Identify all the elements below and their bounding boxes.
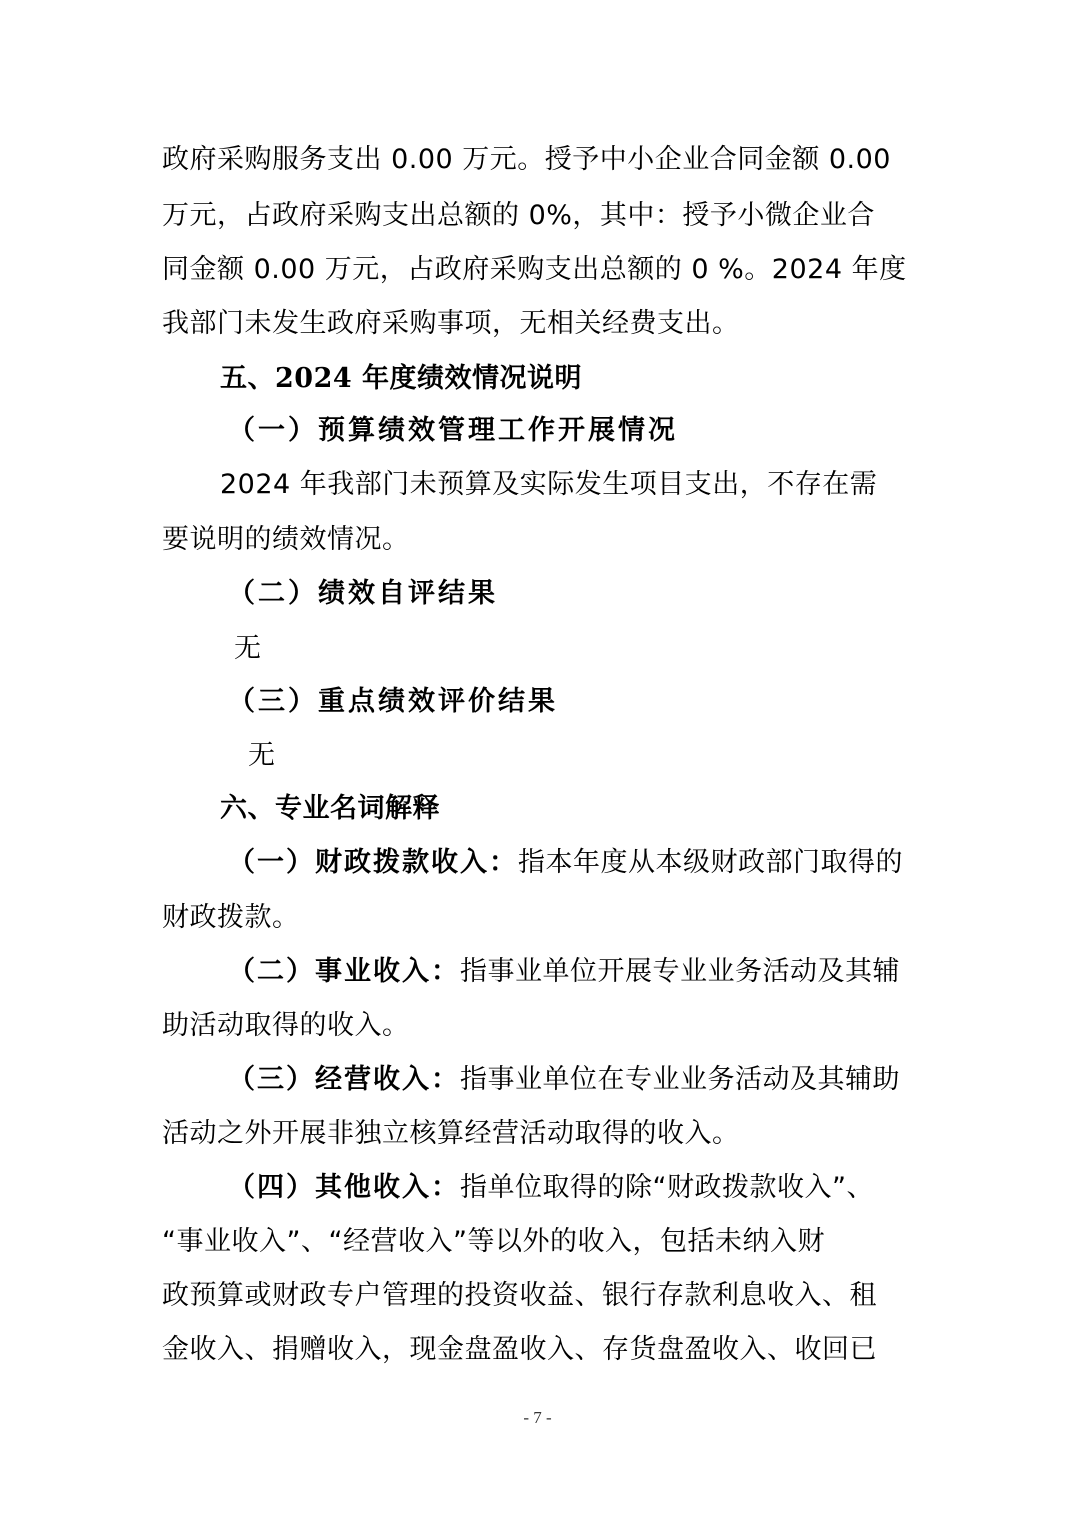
term-text: 指单位取得的除“财政拨款收入”、 xyxy=(460,1172,874,1203)
paragraph-line: 无 xyxy=(248,740,276,771)
term-paragraph-line xyxy=(228,954,900,990)
paragraph-line: 要说明的绩效情况。 xyxy=(162,524,410,555)
term-paragraph-line xyxy=(228,845,903,881)
paragraph-line: 活动之外开展非独立核算经营活动取得的收入。 xyxy=(162,1118,740,1149)
section-heading: 六、专业名词解释 xyxy=(220,793,440,824)
paragraph-line: 2024 年我部门未预算及实际发生项目支出，不存在需 xyxy=(220,469,878,500)
term-text: 指事业单位在专业业务活动及其辅助 xyxy=(460,1064,900,1095)
paragraph-line: 政府采购服务支出 0.00 万元。授予中小企业合同金额 0.00 xyxy=(162,144,891,175)
paragraph-line: 无 xyxy=(234,633,262,664)
paragraph-line: “事业收入”、“经营收入”等以外的收入，包括未纳入财 xyxy=(162,1226,825,1257)
term-label: （四）其他收入： xyxy=(228,1172,460,1203)
subsection-heading: （二）绩效自评结果 xyxy=(228,578,498,609)
term-text: 指事业单位开展专业业务活动及其辅 xyxy=(460,956,900,987)
paragraph-line: 同金额 0.00 万元，占政府采购支出总额的 0 %。2024 年度 xyxy=(162,254,907,285)
paragraph-line: 助活动取得的收入。 xyxy=(162,1010,410,1041)
term-label: （三）经营收入： xyxy=(228,1064,460,1095)
paragraph-line: 我部门未发生政府采购事项，无相关经费支出。 xyxy=(162,308,740,339)
paragraph-line: 金收入、捐赠收入，现金盘盈收入、存货盘盈收入、收回已 xyxy=(162,1334,877,1365)
subsection-heading: （三）重点绩效评价结果 xyxy=(228,686,558,717)
page-number: - 7 - xyxy=(523,1408,552,1427)
paragraph-line: 财政拨款。 xyxy=(162,902,300,933)
term-label: （一）财政拨款收入： xyxy=(228,847,518,878)
term-text: 指本年度从本级财政部门取得的 xyxy=(518,847,903,878)
subsection-heading: （一）预算绩效管理工作开展情况 xyxy=(228,415,678,446)
term-paragraph-line xyxy=(228,1062,900,1098)
paragraph-line: 政预算或财政专户管理的投资收益、银行存款利息收入、租 xyxy=(162,1280,877,1311)
paragraph-line: 万元，占政府采购支出总额的 0%，其中：授予小微企业合 xyxy=(162,200,875,231)
section-heading: 五、2024 年度绩效情况说明 xyxy=(220,363,583,394)
term-paragraph-line xyxy=(228,1170,874,1206)
term-label: （二）事业收入： xyxy=(228,956,460,987)
